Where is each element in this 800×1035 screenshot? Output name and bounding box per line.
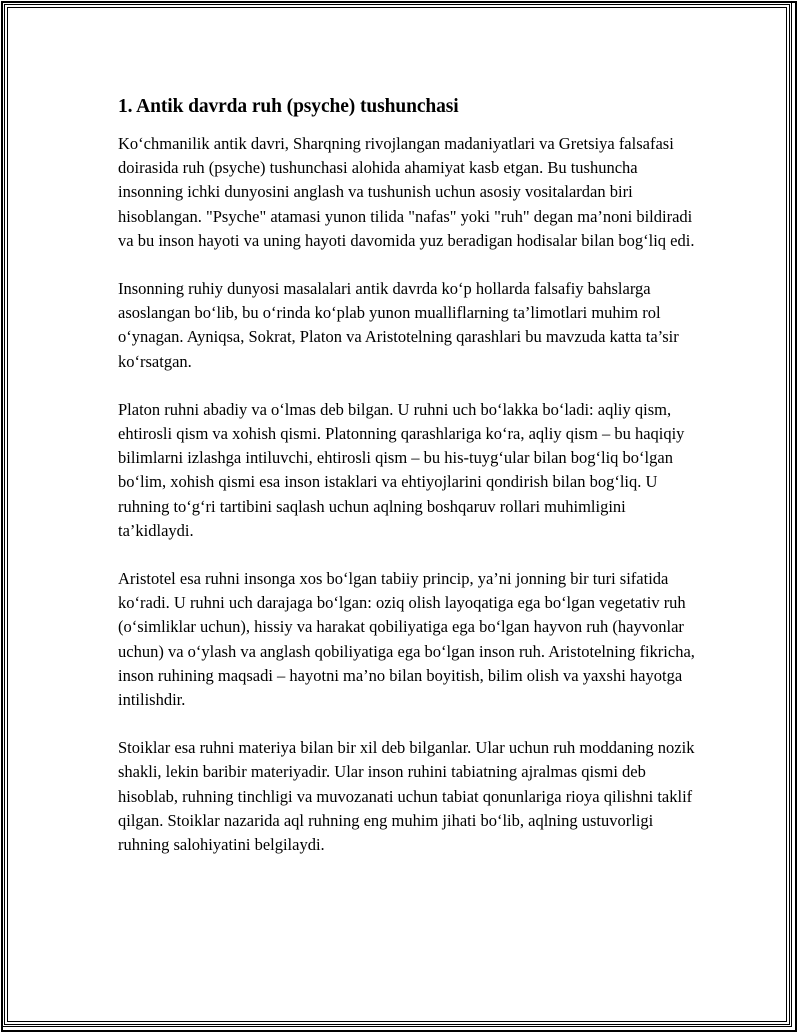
paragraph-1: Ko‘chmanilik antik davri, Sharqning rivojlangan madaniyatlari va Gretsiya falsafasi doirasida ruh (psyche) tushunchasi alohida ahamiyat kasb etgan. Bu tushuncha insonning ichki dunyosini anglash va tushunish uchun asosiy vositalardan biri hisoblangan. "Psyche" atamasi yunon tilida "nafas" yoki "ruh" degan ma’noni bildiradi va bu inson hayoti va uning hayoti davomida yuz beradigan hodisalar bilan bog‘liq edi. <box>118 134 695 250</box>
document-body <box>118 94 698 881</box>
paragraph-3: Platon ruhni abadiy va o‘lmas deb bilgan. U ruhni uch bo‘lakka bo‘ladi: aqliy qism, ehtirosli qism va xohish qismi. Platonning qarashlariga ko‘ra, aqliy qism – bu haqiqiy bilimlarni izlashga intiluvchi, ehtirosli qism – bu his-tuyg‘ular bilan bog‘liq bo‘lgan bo‘lim, xohish qismi esa inson istaklari va ehtiyojlarini qondirish bilan bog‘liq. U ruhning to‘g‘ri tartibini saqlash uchun aqlning boshqaruv rollari muhimligini ta’kidlaydi. <box>118 399 685 540</box>
paragraph-5: Stoiklar esa ruhni materiya bilan bir xil deb bilganlar. Ular uchun ruh moddaning nozik shakli, lekin baribir materiyadir. Ular inson ruhini tabiatning ajralmas qismi deb hisoblab, ruhning tinchligi va muvozanati uchun tabiat qonunlariga rioya qilishni taklif qilgan. Stoiklar nazarida aql ruhning eng muhim jihati bo‘lib, aqlning ustuvorligi ruhning salohiyatini belgilaydi. <box>118 738 695 855</box>
paragraph-4: Aristotel esa ruhni insonga xos bo‘lgan tabiiy princip, ya’ni jonning bir turi sifatida ko‘radi. U ruhni uch darajaga bo‘lgan: oziq olish layoqatiga ega bo‘lgan vegetativ ruh (o‘simliklar uchun), hissiy va harakat qobiliyatiga ega bo‘lgan hayvon ruh (hayvonlar uchun) va o‘ylash va anglash qobiliyatiga ega bo‘lgan inson ruh. Aristotelning fikricha, inson ruhining maqsadi – hayotni ma’no bilan boyitish, bilim olish va yaxshi hayotga intilishdir. <box>118 569 695 710</box>
section-heading: 1. Antik davrda ruh (psyche) tushunchasi <box>118 96 459 117</box>
paragraph-2: Insonning ruhiy dunyosi masalalari antik davrda ko‘p hollarda falsafiy bahslarga asoslangan bo‘lib, bu o‘rinda ko‘plab yunon mualliflarning ta’limotlari muhim rol o‘ynagan. Ayniqsa, Sokrat, Platon va Aristotelning qarashlari bu mavzuda katta ta’sir ko‘rsatgan. <box>118 279 679 371</box>
